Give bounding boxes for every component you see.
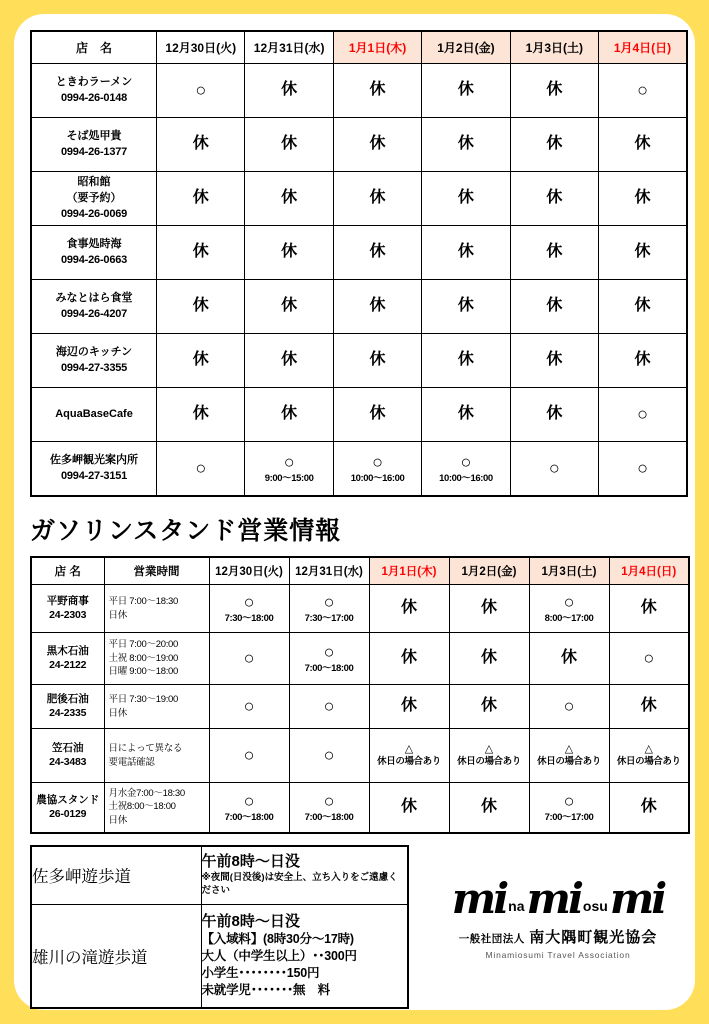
- status-symbol: 休: [457, 189, 474, 207]
- status-cell: [245, 172, 333, 226]
- status-symbol: 休: [640, 599, 657, 617]
- status-symbol: 休: [457, 135, 474, 153]
- status-cell: [157, 388, 245, 442]
- status-cell: [333, 226, 421, 280]
- restaurant-phone: 0994-26-0663: [60, 254, 128, 267]
- status-symbol: ○: [323, 642, 335, 663]
- logo-mi: mi: [526, 874, 581, 923]
- trail-row: [31, 846, 408, 904]
- restaurant-phone: 0994-26-0069: [60, 208, 128, 221]
- status-cell: [422, 226, 510, 280]
- gas-date-header-1: 12月31日(水): [289, 557, 369, 585]
- restaurant-schedule-table: [30, 30, 688, 497]
- status-cell: [289, 685, 369, 729]
- status-cell: [369, 633, 449, 685]
- restaurant-name-cell: [31, 280, 157, 334]
- trail-info: [201, 904, 408, 1008]
- status-cell: [422, 442, 510, 496]
- status-cell: [510, 280, 598, 334]
- status-time: 9:00～15:00: [264, 472, 314, 484]
- status-symbol: 休: [400, 649, 417, 667]
- status-cell: [599, 64, 687, 118]
- trail-rows: [31, 846, 408, 1008]
- gas-hours-cell: [104, 633, 209, 685]
- restaurant-name-cell: [31, 118, 157, 172]
- status-cell: [510, 442, 598, 496]
- gas-hours-line: 日休: [108, 609, 127, 621]
- trail-row: [31, 904, 408, 1008]
- status-cell: [333, 442, 421, 496]
- trail-name: 佐多岬遊歩道: [31, 846, 201, 904]
- status-cell: [289, 729, 369, 783]
- gas-name-cell: [31, 729, 104, 783]
- logo-org-prefix: 一般社団法人: [458, 933, 525, 945]
- gas-row: [31, 783, 689, 833]
- status-cell: [422, 334, 510, 388]
- status-symbol: 休: [480, 599, 497, 617]
- gas-name-cell: [31, 633, 104, 685]
- status-cell: [289, 783, 369, 833]
- restaurant-name-cell: [31, 64, 157, 118]
- logo-org-english: Minamiosumi Travel Association: [485, 950, 631, 960]
- gas-date-header-2: 1月1日(木): [369, 557, 449, 585]
- status-symbol: 休: [281, 189, 298, 207]
- status-symbol: 休: [192, 297, 209, 315]
- status-symbol: 休: [634, 135, 651, 153]
- restaurant-date-header-1: 12月31日(水): [245, 31, 333, 64]
- status-symbol: ○: [283, 451, 295, 472]
- gas-phone: 24-2335: [49, 707, 87, 720]
- status-symbol: ○: [243, 790, 255, 811]
- status-cell: [609, 685, 689, 729]
- logo-connector: na: [508, 898, 525, 914]
- status-symbol: 休: [281, 81, 298, 99]
- status-time: 8:00～17:00: [544, 612, 594, 624]
- status-symbol: ○: [563, 790, 575, 811]
- status-symbol: △: [644, 742, 653, 755]
- status-symbol: ○: [323, 745, 335, 766]
- gas-date-header-5: 1月4日(日): [609, 557, 689, 585]
- trail-info-line: 未就学児･･･････無 料: [201, 983, 330, 997]
- status-cell: [449, 783, 529, 833]
- gas-row: [31, 633, 689, 685]
- status-cell: [449, 633, 529, 685]
- status-time: 休日の場合あり: [457, 756, 521, 768]
- restaurant-row: [31, 388, 687, 442]
- restaurant-row: [31, 280, 687, 334]
- status-cell: [422, 64, 510, 118]
- restaurant-date-header-5: 1月4日(日): [599, 31, 687, 64]
- status-symbol: 休: [400, 697, 417, 715]
- status-symbol: ○: [323, 592, 335, 613]
- status-symbol: 休: [281, 351, 298, 369]
- restaurant-name: ときわラーメン: [55, 76, 133, 89]
- restaurant-row: [31, 64, 687, 118]
- status-symbol: 休: [369, 351, 386, 369]
- gas-hours-line: 日休: [108, 815, 127, 827]
- status-cell: [599, 442, 687, 496]
- gas-name-header: 店 名: [31, 557, 104, 585]
- status-cell: [245, 442, 333, 496]
- status-symbol: 休: [560, 649, 577, 667]
- restaurant-name: そば処甲貴: [66, 130, 122, 143]
- logo-mi: mi: [609, 874, 665, 923]
- status-symbol: 休: [640, 798, 657, 816]
- restaurant-name: 昭和館: [77, 176, 111, 189]
- status-cell: [609, 585, 689, 633]
- status-cell: [245, 280, 333, 334]
- status-symbol: ○: [637, 80, 648, 101]
- trails-table: [30, 845, 409, 1009]
- status-symbol: 休: [369, 81, 386, 99]
- status-time: 休日の場合あり: [616, 756, 681, 768]
- status-cell: [157, 226, 245, 280]
- status-cell: [333, 172, 421, 226]
- status-symbol: ○: [637, 404, 648, 425]
- trail-info-line: 午前8時～日没: [201, 912, 300, 930]
- status-symbol: 休: [546, 243, 563, 261]
- restaurant-row: [31, 334, 687, 388]
- status-symbol: 休: [369, 135, 386, 153]
- status-cell: [369, 585, 449, 633]
- gas-name: 平野商事: [46, 595, 89, 608]
- status-cell: [157, 64, 245, 118]
- status-symbol: 休: [192, 351, 209, 369]
- status-symbol: ○: [323, 790, 335, 811]
- status-cell: [449, 729, 529, 783]
- restaurant-name: みなとはら食堂: [55, 292, 133, 305]
- status-cell: [209, 633, 289, 685]
- restaurant-row: [31, 172, 687, 226]
- logo-connector: osu: [582, 898, 608, 914]
- status-cell: [369, 729, 449, 783]
- gas-hours-line: 平日 7:30～19:00: [108, 693, 179, 705]
- status-cell: [449, 585, 529, 633]
- restaurant-date-header-2: 1月1日(木): [333, 31, 421, 64]
- status-symbol: 休: [400, 599, 417, 617]
- status-symbol: 休: [369, 189, 386, 207]
- status-symbol: 休: [400, 798, 417, 816]
- status-cell: [333, 118, 421, 172]
- status-cell: [510, 226, 598, 280]
- gas-name-cell: [31, 685, 104, 729]
- status-cell: [609, 783, 689, 833]
- status-symbol: 休: [192, 135, 209, 153]
- gas-hours-line: 平日 7:00～18:30: [108, 595, 179, 607]
- status-cell: [449, 685, 529, 729]
- status-cell: [510, 388, 598, 442]
- status-symbol: 休: [369, 297, 386, 315]
- gas-row: [31, 729, 689, 783]
- status-symbol: △: [404, 742, 414, 755]
- logo-org-japanese: [424, 926, 692, 947]
- gas-phone: 26-0129: [49, 807, 87, 820]
- status-symbol: 休: [546, 405, 563, 423]
- logo-mi: mi: [451, 874, 507, 923]
- status-symbol: 休: [546, 189, 563, 207]
- status-symbol: ○: [563, 592, 575, 613]
- status-symbol: ○: [243, 745, 255, 766]
- trail-info-line: 【入域料】(8時30分～17時): [201, 932, 354, 947]
- status-time: 10:00～16:00: [439, 472, 493, 484]
- gas-hours-cell: [104, 783, 209, 833]
- gas-hours-header: 営業時間: [104, 557, 209, 585]
- restaurant-name-cell: [31, 172, 157, 226]
- status-cell: [157, 334, 245, 388]
- restaurant-phone: 0994-27-3355: [60, 362, 128, 375]
- status-symbol: 休: [369, 405, 386, 423]
- status-cell: [289, 585, 369, 633]
- status-symbol: ○: [243, 592, 255, 613]
- status-cell: [599, 388, 687, 442]
- status-symbol: 休: [457, 405, 474, 423]
- gas-schedule-table: [30, 556, 690, 834]
- trail-info-line: 小学生････････150円: [201, 966, 320, 981]
- restaurant-row: [31, 442, 687, 496]
- status-symbol: 休: [369, 243, 386, 261]
- gas-section-title: ガソリンスタンド営業情報: [30, 517, 342, 545]
- status-cell: [289, 633, 369, 685]
- restaurant-phone: 0994-26-0148: [60, 92, 128, 105]
- restaurant-rows: [31, 64, 687, 496]
- gas-date-header-3: 1月2日(金): [449, 557, 529, 585]
- status-cell: [333, 64, 421, 118]
- status-cell: [599, 118, 687, 172]
- status-cell: [157, 442, 245, 496]
- status-time: 10:00～16:00: [350, 472, 405, 484]
- gas-name: 農協スタンド: [36, 794, 100, 807]
- status-symbol: ○: [460, 451, 472, 472]
- gas-phone: 24-3483: [49, 756, 87, 769]
- gas-hours-line: 要電話確認: [108, 756, 155, 768]
- restaurant-date-header-0: 12月30日(火): [157, 31, 245, 64]
- status-cell: [245, 334, 333, 388]
- status-time: 7:00～18:00: [304, 662, 354, 674]
- status-cell: [529, 783, 609, 833]
- gas-row: [31, 585, 689, 633]
- trail-info-line: 午前8時～日没: [201, 853, 300, 871]
- status-cell: [599, 172, 687, 226]
- status-cell: [245, 388, 333, 442]
- gas-name-cell: [31, 585, 104, 633]
- status-cell: [599, 226, 687, 280]
- minamiosumi-logo: [424, 874, 692, 960]
- status-symbol: ○: [243, 696, 255, 717]
- status-cell: [422, 388, 510, 442]
- status-cell: [369, 685, 449, 729]
- status-cell: [245, 226, 333, 280]
- status-symbol: 休: [546, 81, 563, 99]
- status-symbol: △: [564, 742, 574, 755]
- restaurant-date-header-3: 1月2日(金): [422, 31, 510, 64]
- status-symbol: 休: [281, 405, 298, 423]
- status-cell: [599, 280, 687, 334]
- restaurant-name-cell: [31, 442, 157, 496]
- restaurant-name-cell: [31, 226, 157, 280]
- gas-hours-cell: [104, 585, 209, 633]
- restaurant-name: 食事処時海: [66, 238, 122, 251]
- status-symbol: 休: [457, 351, 474, 369]
- status-cell: [369, 783, 449, 833]
- status-symbol: 休: [457, 243, 474, 261]
- status-symbol: 休: [634, 243, 651, 261]
- status-cell: [510, 172, 598, 226]
- restaurant-name: 佐多岬観光案内所: [50, 453, 139, 466]
- status-symbol: 休: [634, 297, 651, 315]
- status-time: 7:30～18:00: [224, 612, 274, 624]
- status-symbol: ○: [243, 648, 255, 669]
- gas-header-row: [31, 557, 689, 585]
- gas-hours-line: 月水金7:00～18:30: [108, 787, 185, 799]
- restaurant-date-header-4: 1月3日(土): [510, 31, 598, 64]
- status-cell: [157, 172, 245, 226]
- status-symbol: 休: [546, 351, 563, 369]
- status-time: 休日の場合あり: [377, 756, 441, 768]
- status-cell: [510, 64, 598, 118]
- status-symbol: ○: [372, 451, 383, 472]
- trail-info: [201, 846, 408, 904]
- status-time: 7:00～18:00: [304, 811, 354, 823]
- gas-name: 笠石油: [52, 742, 84, 755]
- status-symbol: ○: [643, 648, 655, 669]
- restaurant-note: （要予約）: [66, 192, 122, 205]
- gas-hours-line: 日休: [108, 707, 127, 719]
- status-symbol: 休: [634, 189, 651, 207]
- status-cell: [333, 280, 421, 334]
- status-symbol: 休: [634, 351, 651, 369]
- status-cell: [529, 585, 609, 633]
- restaurant-row: [31, 118, 687, 172]
- status-symbol: 休: [546, 297, 563, 315]
- status-cell: [333, 388, 421, 442]
- restaurant-name: 海辺のキッチン: [55, 346, 133, 359]
- status-symbol: 休: [281, 135, 298, 153]
- restaurant-phone: 0994-26-1377: [60, 146, 128, 159]
- status-symbol: 休: [281, 297, 298, 315]
- status-symbol: ○: [323, 696, 335, 717]
- status-symbol: ○: [195, 457, 207, 478]
- status-symbol: 休: [640, 697, 657, 715]
- status-cell: [209, 783, 289, 833]
- status-symbol: 休: [192, 243, 209, 261]
- status-cell: [510, 334, 598, 388]
- status-cell: [422, 118, 510, 172]
- gas-date-header-4: 1月3日(土): [529, 557, 609, 585]
- status-cell: [529, 729, 609, 783]
- status-cell: [333, 334, 421, 388]
- status-time: 7:30～17:00: [304, 612, 354, 624]
- status-cell: [609, 729, 689, 783]
- status-symbol: 休: [546, 135, 563, 153]
- status-symbol: ○: [548, 457, 560, 478]
- gas-phone: 24-2303: [49, 609, 87, 622]
- status-symbol: △: [484, 742, 494, 755]
- gas-row: [31, 685, 689, 729]
- status-cell: [157, 280, 245, 334]
- restaurant-header-row: [31, 31, 687, 64]
- status-cell: [599, 334, 687, 388]
- logo-script-text: [424, 874, 692, 923]
- restaurant-name-header: 店 名: [31, 31, 157, 64]
- status-cell: [245, 118, 333, 172]
- status-cell: [422, 172, 510, 226]
- paper-sheet: [14, 14, 695, 1010]
- status-symbol: ○: [195, 80, 207, 101]
- gas-name: 肥後石油: [46, 693, 89, 706]
- status-symbol: ○: [563, 696, 575, 717]
- gas-hours-cell: [104, 685, 209, 729]
- status-symbol: 休: [457, 81, 474, 99]
- status-symbol: 休: [457, 297, 474, 315]
- restaurant-name: AquaBaseCafe: [55, 407, 133, 420]
- status-symbol: 休: [192, 189, 209, 207]
- status-symbol: 休: [480, 798, 497, 816]
- gas-hours-line: 平日 7:00～20:00: [108, 638, 179, 650]
- status-symbol: 休: [480, 697, 497, 715]
- status-symbol: 休: [480, 649, 497, 667]
- trail-info-line: 大人（中学生以上）･･300円: [201, 949, 357, 964]
- gas-hours-line: 土祝8:00～18:00: [108, 801, 176, 813]
- gas-phone: 24-2122: [49, 659, 87, 672]
- status-time: 休日の場合あり: [537, 756, 601, 768]
- gas-hours-cell: [104, 729, 209, 783]
- gas-name-cell: [31, 783, 104, 833]
- status-cell: [510, 118, 598, 172]
- status-cell: [157, 118, 245, 172]
- logo-org-name: 南大隅町観光協会: [529, 929, 658, 946]
- status-cell: [245, 64, 333, 118]
- restaurant-name-cell: [31, 334, 157, 388]
- trail-name: 雄川の滝遊歩道: [31, 904, 201, 1008]
- gas-hours-line: 日曜 9:00～18:00: [108, 666, 179, 678]
- status-cell: [422, 280, 510, 334]
- status-cell: [209, 585, 289, 633]
- status-cell: [529, 685, 609, 729]
- gas-rows: [31, 585, 689, 833]
- gas-name: 黒木石油: [46, 645, 89, 658]
- trail-info-line: ※夜間(日没後)は安全上、立ち入りをご遠慮ください: [201, 871, 398, 896]
- status-cell: [209, 685, 289, 729]
- status-symbol: ○: [637, 457, 648, 478]
- gas-hours-line: 日によって異なる: [108, 742, 183, 754]
- status-cell: [609, 633, 689, 685]
- status-symbol: 休: [192, 405, 209, 423]
- status-cell: [529, 633, 609, 685]
- status-cell: [209, 729, 289, 783]
- restaurant-row: [31, 226, 687, 280]
- restaurant-phone: 0994-26-4207: [60, 308, 128, 321]
- gas-hours-line: 土祝 8:00～19:00: [108, 652, 179, 664]
- gas-date-header-0: 12月30日(火): [209, 557, 289, 585]
- status-time: 7:00～17:00: [544, 811, 594, 823]
- status-time: 7:00～18:00: [224, 811, 274, 823]
- restaurant-name-cell: [31, 388, 157, 442]
- restaurant-phone: 0994-27-3151: [60, 469, 128, 482]
- status-symbol: 休: [281, 243, 298, 261]
